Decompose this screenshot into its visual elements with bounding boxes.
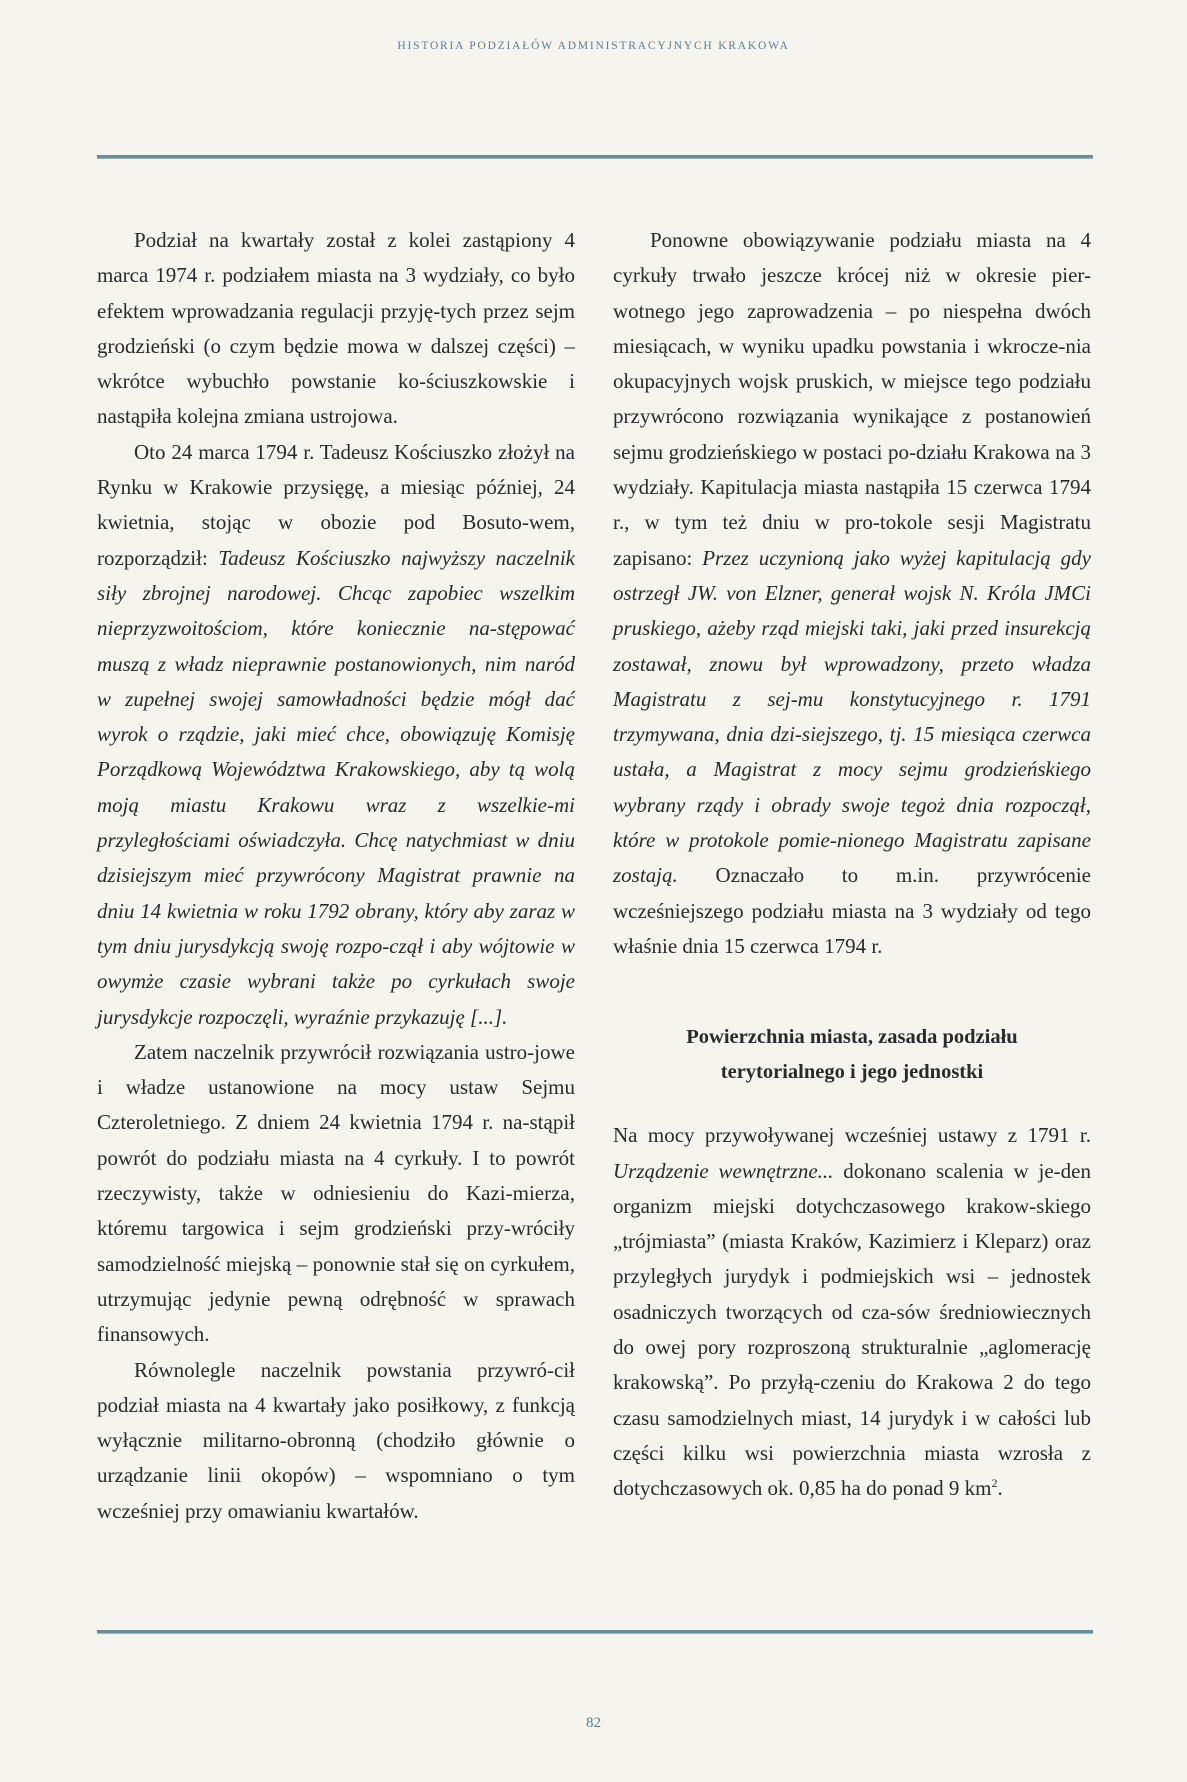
quote-text: Tadeusz Kościuszko najwyższy naczelnik siły zbrojnej narodowej. Chcąc zapobiec wszelkim nieprzyzwoitościom, które koniecznie na-stępować muszą z władz nieprawnie postanowionych, nim naród w zupełnej swojej samowładności będzie mógł dać wyrok o rządzie, jaki mieć chce, obowiązuję Komisję Porządkową Województwa Krakowskiego, aby tą wolą moją miastu Krakowu wraz z wszelkie-mi przyległościami oświadczyła. Chcę natychmiast w dniu dzisiejszym mieć przywrócony Magistrat prawnie na dniu 14 kwietnia w roku 1792 obrany, który aby zaraz w tym dniu jurysdykcją swoję rozpo-czął i aby wójtowie w owymże czasie wybrani także po cyrkułach swoje jurysdykcje rozpoczęli, wyraźnie przykazuję [...]. (97, 545, 575, 1029)
paragraph-text: dokonano scalenia w je-den organizm miejski dotychczasowego krakow-skiego „trójmiasta” (miasta Kraków, Kazimierz i Kleparz) oraz przyległych jurydyk i podmiejskich wsi – jednostek osadniczych tworzących od cza-sów średniowiecznych do owej pory rozproszoną strukturalnie „aglomerację krakowską”. Po przyłą-czeniu do Krakowa 2 do tego czasu samodzielnych miast, 14 jurydyk i w całości lub części kilku wsi powierzchnia miasta wzrosła z dotychczasowych ok. 0,85 ha do ponad 9 km (613, 1158, 1091, 1501)
paragraph: Zatem naczelnik przywrócił rozwiązania ustro-jowe i władze ustanowione na mocy ustaw Sejmu Czteroletniego. Z dniem 24 kwietnia 1794 r. na-stąpił powrót do podziału miasta na 4 cyrkuły. I to powrót rzeczywisty, także w odniesieniu do Kazi-mierza, któremu targowica i sejm grodzieński przy-wróciły samodzielność miejską – ponownie stał się on cyrkułem, utrzymując jedynie pewną odrębność w sprawach finansowych. (97, 1039, 575, 1347)
heading-line-1: Powierzchnia miasta, zasada podziału (686, 1026, 1018, 1049)
heading-line-2: terytorialnego i jego jednostki (720, 1061, 984, 1084)
top-rule (97, 155, 1093, 158)
title-italic: Urządzenie wewnętrzne... (613, 1158, 834, 1183)
right-column (613, 223, 1091, 1507)
paragraph-text: Na mocy przywoływanej wcześniej ustawy z 1791 r. (613, 1123, 1091, 1148)
paragraph-text: Oznaczało to m.in. przywrócenie wcześniejszego podziału miasta na 3 wydziały od tego właśnie dnia 15 czerwca 1794 r. (613, 863, 1091, 958)
section-heading (613, 1020, 1091, 1090)
paragraph: Podział na kwartały został z kolei zastąpiony 4 marca 1974 r. podziałem miasta na 3 wydziały, co było efektem wprowadzania regulacji przyję-tych przez sejm grodzieński (o czym będzie mowa w dalszej części) – wkrótce wybuchło powstanie ko-ściuszkowskie i nastąpiła kolejna zmiana ustrojowa. (97, 228, 575, 429)
paragraph: Równolegle naczelnik powstania przywró-cił podział miasta na 4 kwartały jako posiłkowy, z funkcją wyłącznie militarno-obronną (chodziło głównie o urządzanie linii okopów) – wspomniano o tym wcześniej przy omawianiu kwartałów. (97, 1357, 575, 1523)
page-number: 82 (586, 1715, 601, 1731)
paragraph-end: . (997, 1476, 1003, 1501)
paragraph-text: Oto 24 marca 1794 r. Tadeusz Kościuszko złożył na Rynku w Krakowie przysięgę, a miesiąc później, 24 kwietnia, stojąc w obozie pod Bosuto-wem, rozporządził: (97, 439, 575, 570)
bottom-rule (97, 1630, 1093, 1633)
running-header: HISTORIA PODZIAŁÓW ADMINISTRACYJNYCH KRAKOWA (397, 40, 790, 52)
paragraph (613, 1118, 1091, 1506)
left-column (97, 223, 575, 1529)
paragraph-text: Ponowne obowiązywanie podziału miasta na 4 cyrkuły trwało jeszcze krócej niż w okresie pier-wotnego jego zaprowadzenia – po niespełna dwóch miesiącach, w wyniku upadku powstania i wkrocze-nia okupacyjnych wojsk pruskich, w miejsce tego podziału przywrócono rozwiązania wynikające z postanowień sejmu grodzieńskiego w postaci po-działu Krakowa na 3 wydziały. Kapitulacja miasta nastąpiła 15 czerwca 1794 r., w tym też dniu w pro-tokole sesji Magistratu zapisano: (613, 228, 1091, 570)
superscript: 2 (991, 1476, 998, 1491)
quote-text: Przez uczynioną jako wyżej kapitulacją gdy ostrzegł JW. von Elzner, generał wojsk N. Króla JMCi pruskiego, ażeby rząd miejski taki, jaki przed insurekcją zostawał, znowu był wprowadzony, przeto władza Magistratu z sej-mu konstytucyjnego r. 1791 trzymywana, dnia dzi-siejszego, tj. 15 miesiąca czerwca ustała, a Magistrat z mocy sejmu grodzieńskiego wybrany rządy i obrady swoje tegoż dnia rozpoczął, które w protokole pomie-nionego Magistratu zapisane zostają. (613, 545, 1091, 888)
paragraph-with-quote (97, 435, 575, 1035)
paragraph-with-quote (613, 223, 1091, 964)
